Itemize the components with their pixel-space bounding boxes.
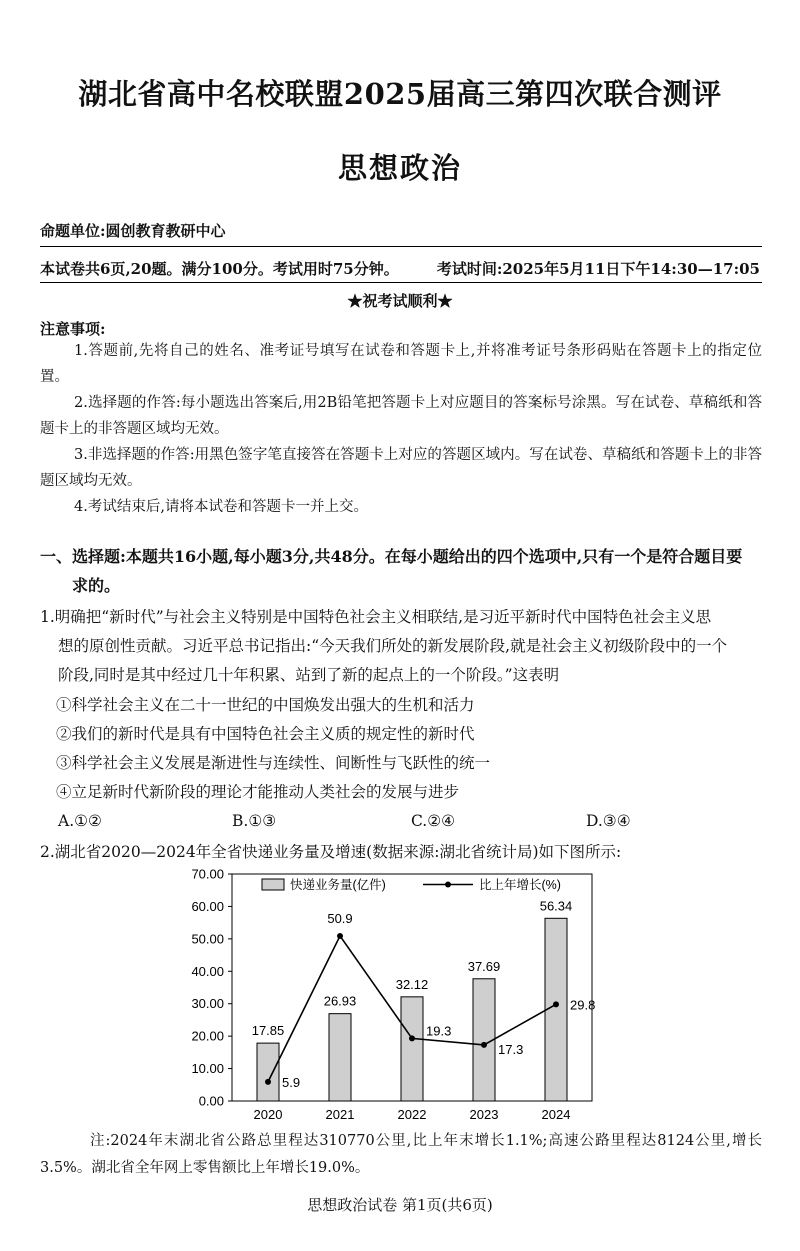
- chart-note: 注:2024年末湖北省公路总里程达310770公里,比上年末增长1.1%;高速公路里程达8124公里,增长3.5%。湖北省全年网上零售额比上年增长19.0%。: [40, 1133, 762, 1176]
- q1-line3: 阶段,同时是其中经过几十年积累、站到了新的起点上的一个阶段。”这表明: [58, 666, 560, 684]
- y-tick-label: 60.00: [191, 898, 224, 914]
- growth-point-2021: [337, 933, 343, 939]
- chart-bars: [252, 898, 573, 1101]
- growth-value-label: 5.9: [282, 1074, 301, 1090]
- growth-point-2020: [265, 1079, 271, 1085]
- growth-value-label: 29.8: [570, 997, 596, 1013]
- q1-statement: ①科学社会主义在二十一世纪的中国焕发出强大的生机和活力: [56, 696, 475, 714]
- question-1-stem: [40, 603, 762, 690]
- bar-value-label: 32.12: [395, 976, 429, 992]
- chart-axes: [191, 868, 592, 1120]
- legend-line-label: 比上年增长(%): [479, 878, 561, 892]
- bar-value-label: 56.34: [539, 898, 573, 914]
- growth-value-label: 17.3: [498, 1041, 524, 1057]
- growth-value-label: 50.9: [327, 910, 353, 926]
- notice-item: 3.非选择题的作答:用黑色签字笔直接答在答题卡上对应的答题区域内。写在试卷、草稿纸和答题卡上的非答题区域均无效。: [40, 447, 762, 489]
- question-setter: 命题单位:圆创教育教研中心: [40, 222, 226, 240]
- bar-2022: [401, 997, 423, 1101]
- bar-value-label: 26.93: [323, 993, 357, 1009]
- q1-line2: 想的原创性贡献。习近平总书记指出:“今天我们所处的新发展阶段,就是社会主义初级阶段中的一个: [58, 637, 728, 655]
- bar-2024: [545, 918, 567, 1101]
- bar-value-label: 17.85: [251, 1023, 285, 1039]
- top-divider: [40, 246, 762, 247]
- page-footer: 思想政治试卷 第1页(共6页): [307, 1196, 493, 1214]
- x-tick-label: 2020: [253, 1107, 283, 1120]
- growth-point-2024: [553, 1001, 559, 1007]
- chart-legend: [262, 877, 561, 892]
- bar-2020: [257, 1043, 279, 1101]
- x-tick-label: 2021: [325, 1107, 355, 1120]
- exam-info: 本试卷共6页,20题。满分100分。考试用时75分钟。: [40, 260, 399, 278]
- q1-choice-a: A.①②: [58, 812, 102, 830]
- q1-statement: ④立足新时代新阶段的理论才能推动人类社会的发展与进步: [56, 783, 460, 801]
- section-heading-line2: 求的。: [72, 576, 121, 595]
- q1-choice-b: B.①③: [232, 812, 277, 830]
- q1-statement: ③科学社会主义发展是渐进性与连续性、间断性与飞跃性的统一: [56, 754, 491, 772]
- y-tick-label: 0.00: [198, 1093, 224, 1109]
- y-tick-label: 20.00: [191, 1028, 224, 1044]
- y-tick-label: 10.00: [191, 1061, 224, 1077]
- exam-time: 考试时间:2025年5月11日下午14:30—17:05: [436, 260, 760, 278]
- growth-value-label: 19.3: [426, 1023, 452, 1039]
- y-tick-label: 50.00: [191, 931, 224, 947]
- question-2-stem: 2.湖北省2020—2024年全省快递业务量及增速(数据来源:湖北省统计局)如下图所示:: [40, 843, 622, 861]
- bar-2021: [329, 1014, 351, 1101]
- q1-choice-c: C.②④: [411, 812, 456, 830]
- express-volume-chart: [180, 868, 620, 1120]
- section-heading: [40, 542, 762, 600]
- q1-statement: ②我们的新时代是具有中国特色社会主义质的规定性的新时代: [56, 725, 475, 743]
- notice-heading: 注意事项:: [40, 320, 106, 338]
- y-tick-label: 30.00: [191, 996, 224, 1012]
- subject-title: 思想政治: [337, 151, 462, 185]
- x-tick-label: 2024: [541, 1107, 571, 1120]
- y-tick-label: 40.00: [191, 963, 224, 979]
- legend-line-marker: [445, 882, 451, 888]
- x-tick-label: 2023: [469, 1107, 499, 1120]
- notice-item: 2.选择题的作答:每小题选出答案后,用2B铅笔把答题卡上对应题目的答案标号涂黑。写在试卷、草稿纸和答题卡上的非答题区域均无效。: [40, 395, 762, 437]
- section-heading-line1: 一、选择题:本题共16小题,每小题3分,共48分。在每小题给出的四个选项中,只有一个是符合题目要: [40, 547, 743, 566]
- exam-title: 湖北省高中名校联盟2025届高三第四次联合测评: [78, 77, 722, 111]
- growth-point-2022: [409, 1035, 415, 1041]
- q1-choice-d: D.③④: [586, 812, 631, 830]
- legend-bar-label: 快递业务量(亿件): [290, 878, 386, 892]
- growth-point-2023: [481, 1042, 487, 1048]
- q1-line1: 1.明确把“新时代”与社会主义特别是中国特色社会主义相联结,是习近平新时代中国特色社会主义思: [40, 608, 712, 626]
- info-divider: [40, 282, 762, 283]
- legend-bar-swatch: [262, 879, 284, 890]
- notice-item: 4.考试结束后,请将本试卷和答题卡一并上交。: [74, 499, 368, 515]
- notice-item: 1.答题前,先将自己的姓名、准考证号填写在试卷和答题卡上,并将准考证号条形码贴在答题卡上的指定位置。: [40, 343, 762, 385]
- good-luck-banner: ★祝考试顺利★: [347, 292, 453, 310]
- y-tick-label: 70.00: [191, 868, 224, 882]
- x-tick-label: 2022: [397, 1107, 427, 1120]
- bar-value-label: 37.69: [467, 958, 501, 974]
